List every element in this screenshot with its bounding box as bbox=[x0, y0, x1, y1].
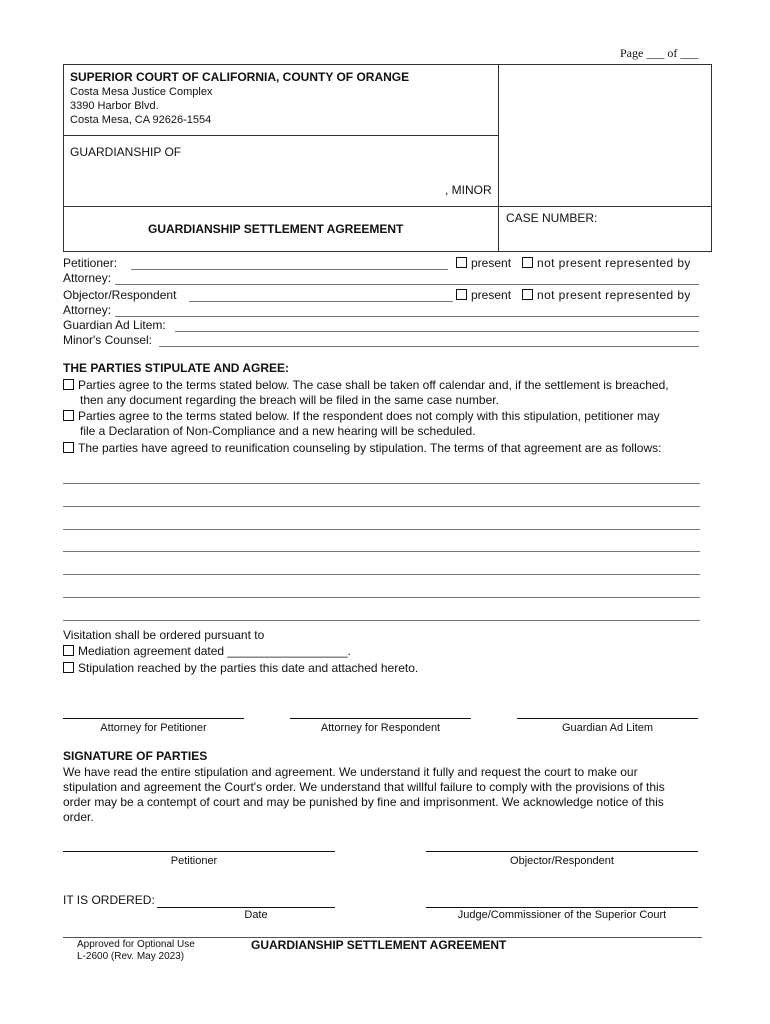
signature-heading: SIGNATURE OF PARTIES bbox=[63, 749, 208, 763]
objector-not-present-option[interactable] bbox=[522, 288, 691, 303]
court-address-3: Costa Mesa, CA 92626-1554 bbox=[70, 114, 212, 126]
petitioner-present-option[interactable] bbox=[456, 256, 511, 271]
terms-line[interactable] bbox=[63, 574, 700, 575]
stipulation-item-3-text: The parties have agreed to reunification counseling by stipulation. The terms of that agreement are as follows: bbox=[78, 441, 662, 455]
stipulation-item-2-cont: file a Declaration of Non-Compliance and a new hearing will be scheduled. bbox=[80, 424, 476, 438]
signature-text-2: stipulation and agreement the Court's order. We understand that willful failure to comply with the provisions of this bbox=[63, 780, 665, 794]
objector-caption: Objector/Respondent bbox=[510, 855, 614, 867]
terms-line[interactable] bbox=[63, 483, 700, 484]
petitioner-caption: Petitioner bbox=[170, 855, 218, 867]
guardian-ad-litem-field[interactable] bbox=[175, 331, 699, 332]
attorney-petitioner-caption: Attorney for Petitioner bbox=[100, 722, 207, 734]
guardian-ad-litem-label: Guardian Ad Litem: bbox=[63, 318, 166, 332]
footer-title: GUARDIANSHIP SETTLEMENT AGREEMENT bbox=[251, 938, 507, 952]
form-title: GUARDIANSHIP SETTLEMENT AGREEMENT bbox=[148, 222, 404, 236]
visitation-stipulation-label: Stipulation reached by the parties this date and attached hereto. bbox=[78, 661, 419, 675]
guardian-caption: Guardian Ad Litem bbox=[561, 722, 654, 734]
page-number: Page ___ of ___ bbox=[620, 46, 699, 60]
stipulation-item-3[interactable] bbox=[63, 441, 661, 456]
petitioner-not-present-option[interactable] bbox=[522, 256, 691, 271]
visitation-mediation-checkbox[interactable] bbox=[63, 645, 74, 656]
terms-line[interactable] bbox=[63, 551, 700, 552]
terms-line[interactable] bbox=[63, 597, 700, 598]
visitation-stipulation-option[interactable] bbox=[63, 661, 418, 676]
court-address-1: Costa Mesa Justice Complex bbox=[70, 86, 213, 98]
caption-divider-2 bbox=[63, 206, 712, 207]
footer-approved: Approved for Optional Use bbox=[77, 939, 195, 950]
terms-line[interactable] bbox=[63, 620, 700, 621]
guardian-signature-line[interactable] bbox=[517, 718, 698, 719]
stipulation-item-1-text: Parties agree to the terms stated below. The case shall be taken off calendar and, if the settlement is breached, bbox=[78, 378, 669, 392]
visitation-mediation-option[interactable] bbox=[63, 644, 351, 659]
attorney-1-label: Attorney: bbox=[63, 271, 112, 285]
objector-label: Objector/Respondent bbox=[63, 288, 177, 302]
objector-present-checkbox[interactable] bbox=[456, 289, 467, 300]
guardianship-of-label: GUARDIANSHIP OF bbox=[70, 145, 182, 159]
court-address-2: 3390 Harbor Blvd. bbox=[70, 100, 159, 112]
stipulate-heading: THE PARTIES STIPULATE AND AGREE: bbox=[63, 361, 290, 375]
stipulation-item-2-text: Parties agree to the terms stated below. If the respondent does not comply with this stipulation, petitioner may bbox=[78, 409, 660, 423]
visitation-stipulation-checkbox[interactable] bbox=[63, 662, 74, 673]
attorney-respondent-signature-line[interactable] bbox=[290, 718, 471, 719]
objector-field[interactable] bbox=[189, 301, 453, 302]
attorney-petitioner-signature-line[interactable] bbox=[63, 718, 244, 719]
petitioner-signature-line[interactable] bbox=[63, 851, 335, 852]
stipulation-item-1-cont: then any document regarding the breach will be filed in the same case number. bbox=[80, 393, 499, 407]
petitioner-present-checkbox[interactable] bbox=[456, 257, 467, 268]
signature-text-3: order may be a contempt of court and may be punished by fine and imprisonment. We acknowledge notice of this bbox=[63, 795, 664, 809]
caption-divider-1 bbox=[63, 135, 499, 136]
stipulation-item-2-checkbox[interactable] bbox=[63, 410, 74, 421]
order-date-caption: Date bbox=[244, 909, 268, 921]
caption-divider-vertical bbox=[498, 64, 499, 252]
visitation-intro: Visitation shall be ordered pursuant to bbox=[63, 628, 265, 642]
minor-label: , MINOR bbox=[445, 183, 492, 197]
case-number-label: CASE NUMBER: bbox=[506, 211, 598, 225]
petitioner-not-present-label: not present represented by bbox=[537, 256, 691, 270]
petitioner-label: Petitioner: bbox=[63, 256, 118, 270]
objector-present-label: present bbox=[471, 288, 512, 302]
stipulation-item-3-checkbox[interactable] bbox=[63, 442, 74, 453]
attorney-2-label: Attorney: bbox=[63, 303, 112, 317]
terms-line[interactable] bbox=[63, 506, 700, 507]
objector-signature-line[interactable] bbox=[426, 851, 698, 852]
judge-caption: Judge/Commissioner of the Superior Court bbox=[457, 909, 667, 921]
attorney-2-field[interactable] bbox=[115, 316, 699, 317]
minors-counsel-label: Minor's Counsel: bbox=[63, 333, 152, 347]
signature-text-1: We have read the entire stipulation and agreement. We understand it fully and request the court to make our bbox=[63, 765, 638, 779]
signature-text-4: order. bbox=[63, 810, 94, 824]
petitioner-present-label: present bbox=[471, 256, 512, 270]
footer-form-number: L-2600 (Rev. May 2023) bbox=[77, 951, 185, 962]
attorney-respondent-caption: Attorney for Respondent bbox=[320, 722, 441, 734]
terms-line[interactable] bbox=[63, 529, 700, 530]
visitation-mediation-label: Mediation agreement dated __________________. bbox=[78, 644, 351, 658]
it-is-ordered-label: IT IS ORDERED: bbox=[63, 893, 155, 907]
objector-not-present-label: not present represented by bbox=[537, 288, 691, 302]
petitioner-field[interactable] bbox=[131, 269, 448, 270]
stipulation-item-1[interactable] bbox=[63, 378, 669, 393]
objector-present-option[interactable] bbox=[456, 288, 511, 303]
stipulation-item-2[interactable] bbox=[63, 409, 660, 424]
objector-not-present-checkbox[interactable] bbox=[522, 289, 533, 300]
attorney-1-field[interactable] bbox=[115, 284, 699, 285]
petitioner-not-present-checkbox[interactable] bbox=[522, 257, 533, 268]
court-name: SUPERIOR COURT OF CALIFORNIA, COUNTY OF ORANGE bbox=[70, 70, 410, 84]
stipulation-item-1-checkbox[interactable] bbox=[63, 379, 74, 390]
minors-counsel-field[interactable] bbox=[159, 346, 699, 347]
